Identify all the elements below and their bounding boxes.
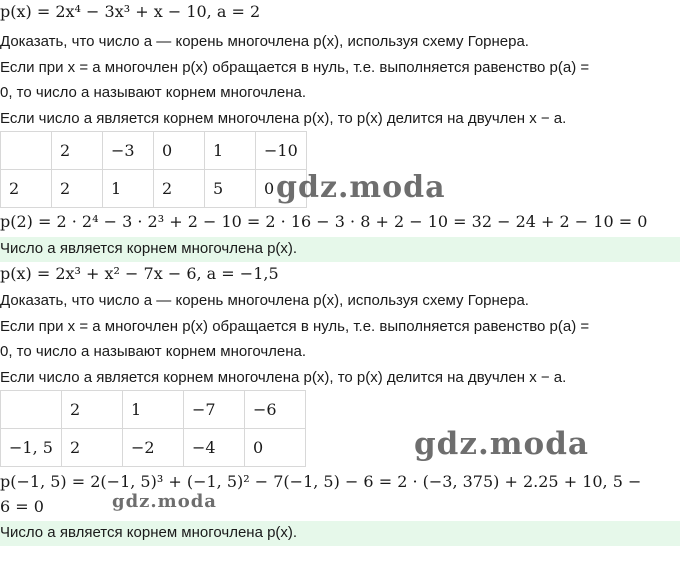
conclusion-box-1 xyxy=(0,237,680,262)
horner-table-1 xyxy=(0,131,307,208)
horner1-cell: 2 xyxy=(154,170,205,208)
horner1-cell: 2 xyxy=(52,132,103,170)
problem1-rule2: Если число a является корнем многочлена p(x), то p(x) делится на двучлен x − a. xyxy=(0,110,567,127)
horner2-cell: 0 xyxy=(245,429,306,467)
horner1-cell: 1 xyxy=(205,132,256,170)
horner1-cell xyxy=(1,132,52,170)
horner1-cell: 0 xyxy=(256,170,307,208)
problem2-conclusion: Число a является корнем многочлена p(x). xyxy=(0,524,298,541)
problem2-calc1: p(−1, 5) = 2(−1, 5)³ + (−1, 5)² − 7(−1, 5) − 6 = 2 · (−3, 375) + 2.25 + 10, 5 − xyxy=(0,472,642,491)
horner1-cell: 2 xyxy=(1,170,52,208)
problem2-prove: Доказать, что число a — корень многочлена p(x), используя схему Горнера. xyxy=(0,292,529,309)
horner1-cell: −10 xyxy=(256,132,307,170)
problem2-rule2: Если число a является корнем многочлена p(x), то p(x) делится на двучлен x − a. xyxy=(0,369,567,386)
problem1-conclusion: Число a является корнем многочлена p(x). xyxy=(0,240,298,257)
horner1-cell: −3 xyxy=(103,132,154,170)
horner2-cell: 2 xyxy=(62,391,123,429)
problem2-calc2: 6 = 0 xyxy=(0,497,44,516)
problem1-rule1b: 0, то число a называют корнем многочлена. xyxy=(0,84,307,101)
problem1-calc: p(2) = 2 · 2⁴ − 3 · 2³ + 2 − 10 = 2 · 16 − 3 · 8 + 2 − 10 = 32 − 24 + 2 − 10 = 0 xyxy=(0,212,648,231)
horner2-cell: −4 xyxy=(184,429,245,467)
problem2-rule1b: 0, то число a называют корнем многочлена. xyxy=(0,343,307,360)
horner1-cell: 5 xyxy=(205,170,256,208)
horner-table-2 xyxy=(0,390,306,467)
problem2-title: p(x) = 2x³ + x² − 7x − 6, a = −1,5 xyxy=(0,264,279,283)
horner2-cell: −6 xyxy=(245,391,306,429)
horner2-cell: −7 xyxy=(184,391,245,429)
watermark: gdz.moda xyxy=(414,426,589,462)
watermark: gdz.moda xyxy=(276,170,446,205)
horner1-cell: 2 xyxy=(52,170,103,208)
horner1-cell: 0 xyxy=(154,132,205,170)
horner2-cell xyxy=(1,391,62,429)
horner2-cell: −2 xyxy=(123,429,184,467)
conclusion-box-2 xyxy=(0,521,680,546)
horner2-cell: 2 xyxy=(62,429,123,467)
watermark: gdz.moda xyxy=(112,491,217,512)
problem1-rule1: Если при x = a многочлен p(x) обращается в нуль, т.е. выполняется равенство p(a) = xyxy=(0,59,590,76)
problem2-rule1: Если при x = a многочлен p(x) обращается в нуль, т.е. выполняется равенство p(a) = xyxy=(0,318,590,335)
horner1-cell: 1 xyxy=(103,170,154,208)
problem1-prove: Доказать, что число a — корень многочлена p(x), используя схему Горнера. xyxy=(0,33,529,50)
problem1-title: p(x) = 2x⁴ − 3x³ + x − 10, a = 2 xyxy=(0,2,261,21)
horner2-cell: 1 xyxy=(123,391,184,429)
horner2-cell: −1, 5 xyxy=(1,429,62,467)
